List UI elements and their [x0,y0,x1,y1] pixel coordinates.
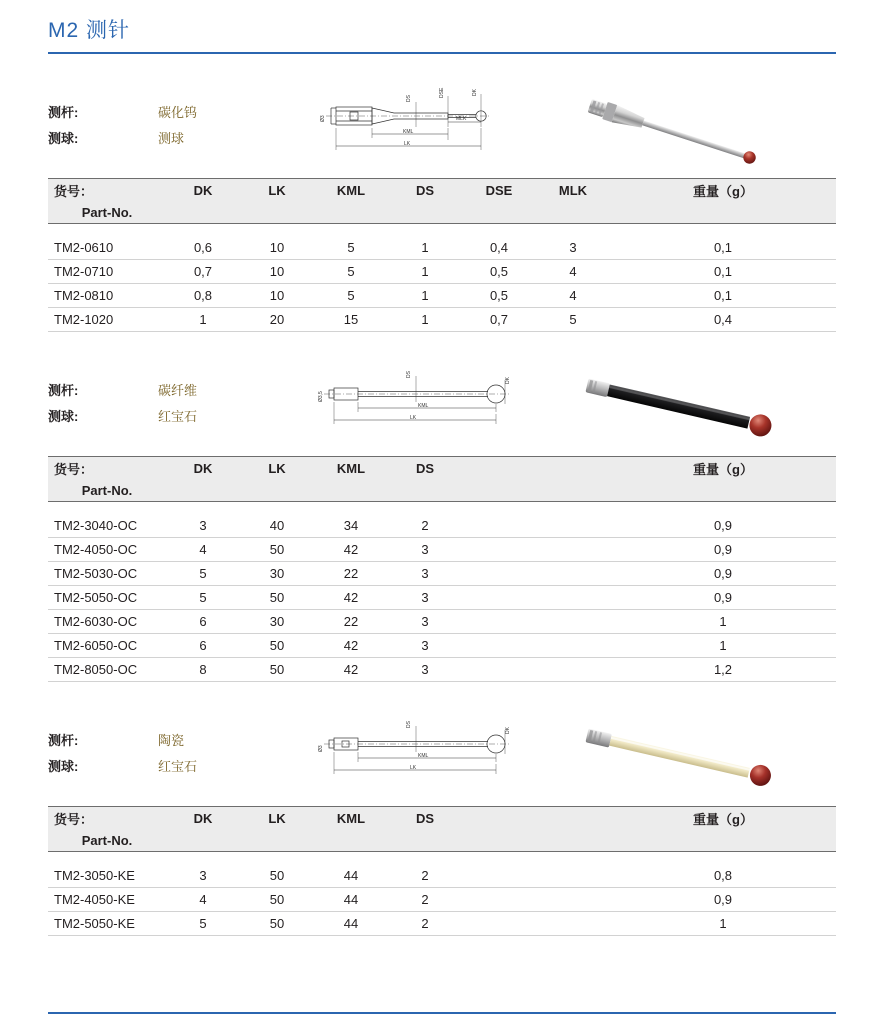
stem-label: 测杆: [48,733,79,748]
cell-dse: 0,4 [462,236,536,260]
cell-weight: 1 [610,634,836,658]
col-subheader-blank-3 [314,829,388,852]
cell-ds: 3 [388,610,462,634]
cell-lk: 10 [240,260,314,284]
spec-values [158,710,298,780]
spec-labels [48,710,158,780]
cell-weight: 0,1 [610,284,836,308]
col-subheader-blank-7 [610,201,836,224]
cell-dk: 4 [166,538,240,562]
spacer-cell [48,502,836,515]
cell-blank-1 [462,562,536,586]
section-carbon-fiber [48,360,836,682]
cell-weight: 0,8 [610,864,836,888]
col-subheader-part-no: Part-No. [48,201,166,224]
cell-blank-1 [462,634,536,658]
cell-part-no: TM2-5050-OC [48,586,166,610]
cell-blank-2 [536,634,610,658]
cell-kml: 22 [314,562,388,586]
dim-label-diameter: Ø3 [320,115,326,122]
cell-weight: 0,9 [610,888,836,912]
dim-label-kml: KML [418,403,429,409]
col-header-mlk: MLK [536,179,610,202]
table-row [48,864,836,888]
dim-label-lk: LK [404,141,411,147]
product-photo-tungsten-carbide [558,82,836,178]
cell-kml: 15 [314,308,388,332]
cell-dk: 3 [166,864,240,888]
cell-weight: 0,1 [610,260,836,284]
cell-ds: 2 [388,864,462,888]
section-tungsten-carbide [48,82,836,332]
col-subheader-blank-7 [610,829,836,852]
cell-part-no: TM2-4050-OC [48,538,166,562]
table-row [48,236,836,260]
cell-blank-2 [536,586,610,610]
cell-mlk: 3 [536,236,610,260]
cell-weight: 0,1 [610,236,836,260]
technical-drawing-ceramic [298,710,558,806]
drawing-svg [298,360,558,456]
cell-dk: 6 [166,634,240,658]
drawing-svg [298,82,558,178]
cell-kml: 44 [314,888,388,912]
cell-kml: 42 [314,538,388,562]
cell-weight: 1,2 [610,658,836,682]
cell-ds: 3 [388,538,462,562]
col-subheader-blank-2 [240,201,314,224]
dim-label-kml: KML [418,753,429,759]
cell-dk: 5 [166,586,240,610]
cell-blank-2 [536,562,610,586]
cell-blank-1 [462,610,536,634]
cell-part-no: TM2-0610 [48,236,166,260]
col-header-kml: KML [314,179,388,202]
page-title: M2 测针 [48,19,131,42]
col-header-dk: DK [166,179,240,202]
cell-kml: 34 [314,514,388,538]
col-subheader-blank-1 [166,829,240,852]
col-subheader-blank-6 [536,829,610,852]
cell-lk: 50 [240,912,314,936]
ball-label: 测球: [48,131,79,146]
cell-dk: 1 [166,308,240,332]
table-row [48,888,836,912]
cell-ds: 1 [388,308,462,332]
table-row [48,586,836,610]
col-header-kml: KML [314,807,388,830]
ball-value: 测球 [158,131,185,146]
cell-part-no: TM2-0710 [48,260,166,284]
col-header-dse: DSE [462,179,536,202]
parts-table-ceramic [48,806,836,936]
table-row [48,538,836,562]
col-header-blank-1 [462,457,536,480]
cell-dk: 6 [166,610,240,634]
col-subheader-blank-2 [240,479,314,502]
cell-ds: 2 [388,514,462,538]
col-header-blank-1 [462,807,536,830]
col-header-part-no: 货号： [48,179,166,202]
parts-table-tungsten-carbide [48,178,836,332]
cell-lk: 40 [240,514,314,538]
dim-label-ds: DS [406,721,412,728]
stem-value: 碳纤维 [158,383,198,398]
dim-label-dse: DSE [439,87,445,98]
product-photo-carbon-fiber [558,360,836,456]
cell-lk: 50 [240,634,314,658]
spec-row [48,710,836,806]
cell-dk: 3 [166,514,240,538]
footer-divider [48,1012,836,1014]
cell-lk: 50 [240,538,314,562]
cell-ds: 3 [388,634,462,658]
cell-ds: 1 [388,260,462,284]
cell-weight: 1 [610,610,836,634]
spec-row [48,82,836,178]
cell-part-no: TM2-3040-OC [48,514,166,538]
table-row [48,912,836,936]
col-header-dk: DK [166,457,240,480]
page-header [48,0,836,52]
col-header-weight: 重量（g） [610,807,836,830]
header-divider [48,52,836,54]
parts-table-carbon-fiber [48,456,836,682]
table-row [48,514,836,538]
table-row [48,562,836,586]
table-row [48,634,836,658]
spacer-cell [48,224,836,237]
cell-part-no: TM2-3050-KE [48,864,166,888]
cell-lk: 10 [240,284,314,308]
cell-blank-2 [536,888,610,912]
table-row [48,260,836,284]
ball-value: 红宝石 [158,409,198,424]
cell-blank-1 [462,586,536,610]
stem-value: 碳化钨 [158,105,198,120]
cell-kml: 42 [314,658,388,682]
stem-label: 测杆: [48,383,79,398]
col-header-ds: DS [388,179,462,202]
cell-blank-2 [536,864,610,888]
spacer-cell [48,852,836,865]
col-header-part-no: 货号： [48,807,166,830]
cell-part-no: TM2-5030-OC [48,562,166,586]
cell-dse: 0,5 [462,260,536,284]
cell-part-no: TM2-0810 [48,284,166,308]
cell-dk: 5 [166,562,240,586]
cell-lk: 50 [240,658,314,682]
cell-blank-2 [536,912,610,936]
col-header-lk: LK [240,457,314,480]
cell-kml: 42 [314,586,388,610]
col-subheader-blank-5 [462,829,536,852]
dim-label-lk: LK [410,765,417,771]
dim-label-dk: DK [472,89,478,96]
table-row [48,284,836,308]
cell-weight: 0,9 [610,586,836,610]
photo-svg [558,360,836,456]
col-header-lk: LK [240,807,314,830]
col-header-blank-2 [536,807,610,830]
cell-blank-2 [536,610,610,634]
col-subheader-part-no: Part-No. [48,479,166,502]
cell-blank-1 [462,912,536,936]
col-header-blank-2 [536,457,610,480]
table-row [48,610,836,634]
table-spacer [48,502,836,515]
cell-kml: 42 [314,634,388,658]
table-row [48,658,836,682]
col-header-ds: DS [388,457,462,480]
cell-mlk: 4 [536,284,610,308]
cell-part-no: TM2-6030-OC [48,610,166,634]
stem-value: 陶瓷 [158,733,185,748]
cell-kml: 5 [314,260,388,284]
spec-values [158,360,298,430]
cell-lk: 50 [240,586,314,610]
stem-label: 测杆: [48,105,79,120]
dim-label-lk: LK [410,415,417,421]
cell-dk: 5 [166,912,240,936]
dim-label-ds: DS [406,371,412,378]
cell-ds: 3 [388,562,462,586]
table-row [48,308,836,332]
spec-row [48,360,836,456]
cell-lk: 30 [240,610,314,634]
cell-blank-2 [536,658,610,682]
col-subheader-blank-2 [240,829,314,852]
ball-label: 测球: [48,409,79,424]
col-subheader-blank-6 [536,479,610,502]
cell-dk: 0,7 [166,260,240,284]
col-header-kml: KML [314,457,388,480]
cell-kml: 22 [314,610,388,634]
cell-lk: 10 [240,236,314,260]
spec-values [158,82,298,152]
cell-part-no: TM2-1020 [48,308,166,332]
cell-dk: 4 [166,888,240,912]
col-header-part-no: 货号： [48,457,166,480]
cell-part-no: TM2-4050-KE [48,888,166,912]
ball-label: 测球: [48,759,79,774]
cell-lk: 50 [240,888,314,912]
dim-label-kml: KML [403,129,414,135]
cell-blank-2 [536,538,610,562]
cell-lk: 50 [240,864,314,888]
col-subheader-blank-1 [166,201,240,224]
cell-part-no: TM2-5050-KE [48,912,166,936]
col-subheader-blank-3 [314,479,388,502]
col-header-lk: LK [240,179,314,202]
col-header-dk: DK [166,807,240,830]
dim-label-diameter: Ø3 [318,745,324,752]
cell-kml: 44 [314,912,388,936]
table-spacer [48,224,836,237]
col-subheader-blank-6 [536,201,610,224]
cell-kml: 5 [314,236,388,260]
dim-label-dk: DK [505,377,511,384]
cell-blank-1 [462,514,536,538]
cell-blank-1 [462,538,536,562]
col-subheader-part-no: Part-No. [48,829,166,852]
cell-dse: 0,5 [462,284,536,308]
cell-dse: 0,7 [462,308,536,332]
dim-label-diameter: Ø3,5 [318,391,324,402]
cell-ds: 2 [388,912,462,936]
cell-ds: 1 [388,284,462,308]
cell-dk: 8 [166,658,240,682]
technical-drawing-carbon-fiber [298,360,558,456]
dim-label-ds: DS [406,95,412,102]
col-subheader-blank-4 [388,201,462,224]
col-header-ds: DS [388,807,462,830]
ball-value: 红宝石 [158,759,198,774]
drawing-svg [298,710,558,806]
cell-lk: 20 [240,308,314,332]
photo-svg [558,82,836,178]
col-header-weight: 重量（g） [610,179,836,202]
spec-labels [48,360,158,430]
col-header-weight: 重量（g） [610,457,836,480]
cell-lk: 30 [240,562,314,586]
cell-dk: 0,6 [166,236,240,260]
cell-blank-1 [462,658,536,682]
cell-blank-2 [536,514,610,538]
cell-ds: 1 [388,236,462,260]
cell-part-no: TM2-6050-OC [48,634,166,658]
cell-kml: 44 [314,864,388,888]
col-subheader-blank-4 [388,829,462,852]
col-subheader-blank-7 [610,479,836,502]
cell-ds: 2 [388,888,462,912]
photo-svg [558,710,836,806]
cell-ds: 3 [388,658,462,682]
cell-blank-1 [462,888,536,912]
table-spacer [48,852,836,865]
spec-labels [48,82,158,152]
cell-part-no: TM2-8050-OC [48,658,166,682]
col-subheader-blank-5 [462,201,536,224]
cell-weight: 0,9 [610,514,836,538]
dim-label-dk: DK [505,727,511,734]
cell-weight: 0,9 [610,538,836,562]
col-subheader-blank-5 [462,479,536,502]
cell-mlk: 5 [536,308,610,332]
col-subheader-blank-1 [166,479,240,502]
cell-mlk: 4 [536,260,610,284]
dim-label-mlk: MLK [456,116,467,122]
cell-dk: 0,8 [166,284,240,308]
technical-drawing-tungsten-carbide [298,82,558,178]
cell-weight: 0,9 [610,562,836,586]
cell-ds: 3 [388,586,462,610]
cell-weight: 0,4 [610,308,836,332]
product-photo-ceramic [558,710,836,806]
section-ceramic [48,710,836,936]
cell-weight: 1 [610,912,836,936]
cell-blank-1 [462,864,536,888]
col-subheader-blank-4 [388,479,462,502]
col-subheader-blank-3 [314,201,388,224]
cell-kml: 5 [314,284,388,308]
